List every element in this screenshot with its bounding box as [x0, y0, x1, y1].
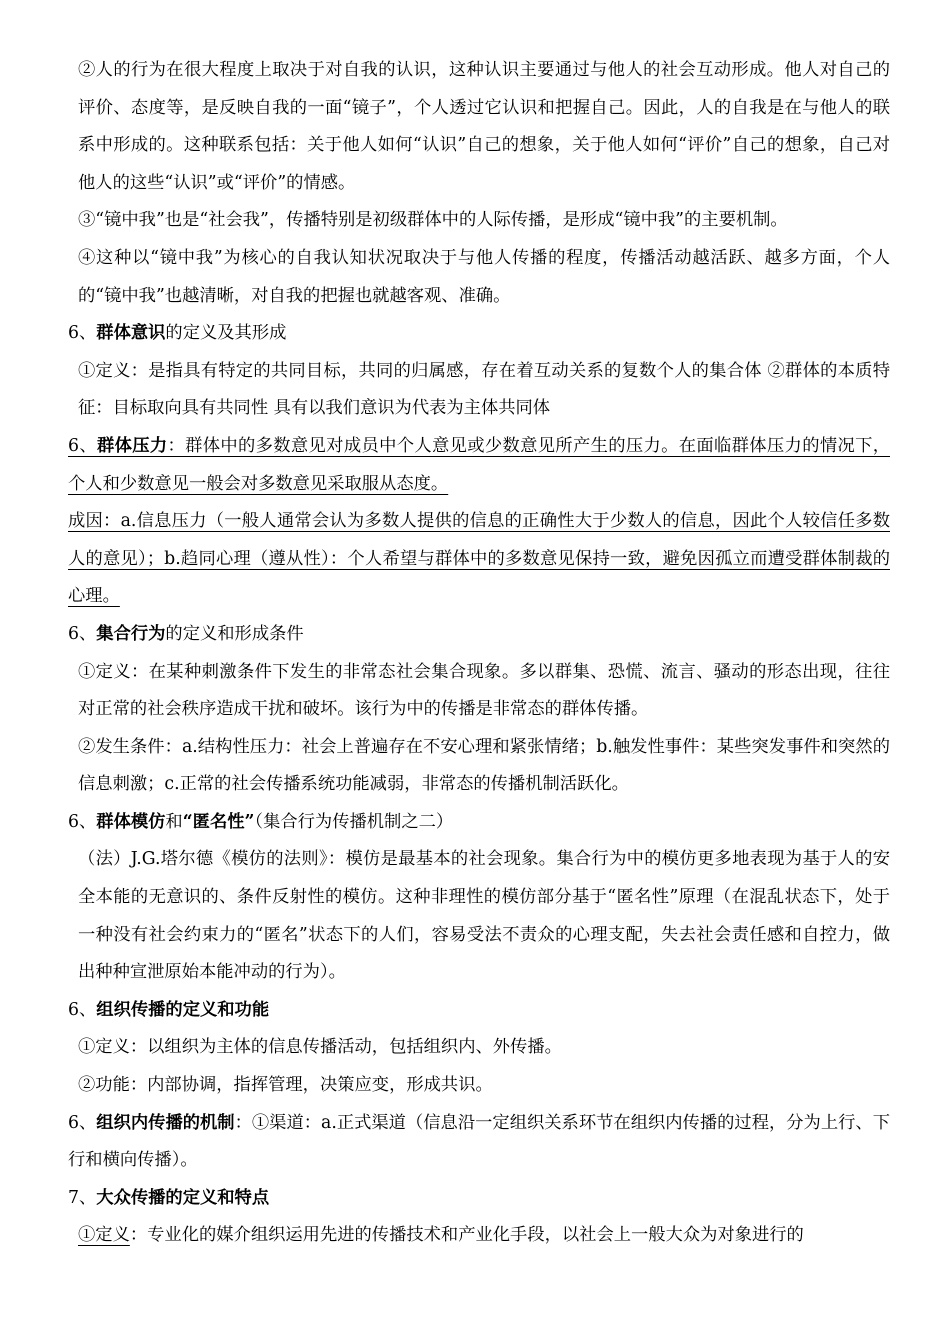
heading-mass-communication: 7、大众传播的定义和特点 [68, 1187, 270, 1208]
heading-group-consciousness: 6、群体意识的定义及其形成 [68, 323, 287, 344]
paragraph-mirror-self-2: ②人的行为在很大程度上取决于对自我的认识，这种认识主要通过与他人的社会互动形成。他人对自己的评价、态度等，是反映自我的一面“镜子”，个人透过它认识和把握自己。因此，人的自我是在与他人的联系中形成的。这种联系包括：关于他人如何“认识”自己的想象，关于他人如何“评价”自己的想象，自己对他人的这些“认识”或“评价”的情感。 [78, 60, 890, 193]
paragraph-mass-definition: ①定义：专业化的媒介组织运用先进的传播技术和产业化手段，以社会上一般大众为对象进行的 [78, 1225, 804, 1246]
paragraph-group-pressure-causes: 成因：a.信息压力（一般人通常会认为多数人提供的信息的正确性大于少数人的信息，因此个人较信任多数人的意见）；b.趋同心理（遵从性）：个人希望与群体中的多数意见保持一致，避免因孤立而遭受群体制裁的心理。 [68, 511, 890, 607]
paragraph-org-functions: ②功能：内部协调，指挥管理，决策应变，形成共识。 [78, 1075, 493, 1096]
paragraph-group-definition: ①定义：是指具有特定的共同目标，共同的归属感，存在着互动关系的复数个人的集合体 ②群体的本质特征：目标取向具有共同性 具有以我们意识为代表为主体共同体 [78, 360, 890, 419]
heading-group-imitation: 6、群体模仿和“匿名性”（集合行为传播机制之二） [68, 811, 454, 832]
paragraph-org-definition: ①定义：以组织为主体的信息传播活动，包括组织内、外传播。 [78, 1037, 562, 1058]
paragraph-collective-conditions: ②发生条件：a.结构性压力：社会上普遍存在不安心理和紧张情绪；b.触发性事件：某些突发事件和突然的信息刺激；c.正常的社会传播系统功能减弱，非常态的传播机制活跃化。 [78, 736, 890, 795]
heading-organizational-communication: 6、组织传播的定义和功能 [68, 999, 270, 1020]
document-page [68, 52, 890, 1255]
heading-intra-org-mechanism: 6、组织内传播的机制：①渠道：a.正式渠道（信息沿一定组织关系环节在组织内传播的过程，分为上行、下行和横向传播）。 [68, 1112, 890, 1171]
paragraph-collective-definition: ①定义：在某种刺激条件下发生的非常态社会集合现象。多以群集、恐慌、流言、骚动的形态出现，往往对正常的社会秩序造成干扰和破坏。该行为中的传播是非常态的群体传播。 [78, 661, 890, 720]
paragraph-tarde-imitation: （法）J.G.塔尔德《模仿的法则》：模仿是最基本的社会现象。集合行为中的模仿更多地表现为基于人的安全本能的无意识的、条件反射性的模仿。这种非理性的模仿部分基于“匿名性”原理（在混乱状态下，处于一种没有社会约束力的“匿名”状态下的人们，容易受法不责众的心理支配，失去社会责任感和自控力，做出种种宣泄原始本能冲动的行为）。 [78, 849, 890, 983]
paragraph-mirror-self-4: ④这种以“镜中我”为核心的自我认知状况取决于与他人传播的程度，传播活动越活跃、越多方面，个人的“镜中我”也越清晰，对自我的把握也就越客观、准确。 [78, 247, 890, 306]
heading-group-pressure: 6、群体压力：群体中的多数意见对成员中个人意见或少数意见所产生的压力。在面临群体压力的情况下，个人和少数意见一般会对多数意见采取服从态度。 [68, 435, 890, 494]
heading-collective-behavior: 6、集合行为的定义和形成条件 [68, 623, 304, 644]
paragraph-mirror-self-3: ③“镜中我”也是“社会我”，传播特别是初级群体中的人际传播，是形成“镜中我”的主要机制。 [78, 210, 788, 231]
